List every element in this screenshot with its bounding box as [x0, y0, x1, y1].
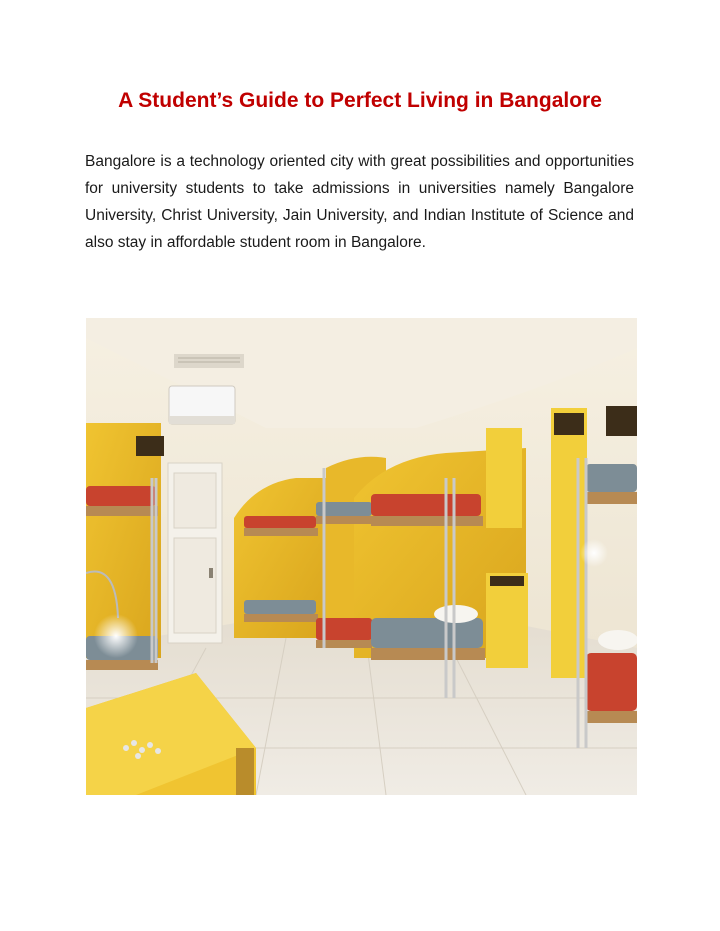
page-title: A Student’s Guide to Perfect Living in Bangalore — [118, 89, 602, 112]
intro-paragraph: Bangalore is a technology oriented city with great possibilities and opportunities for university students to take admissions in universities namely Bangalore University, Christ University, Jain University, and Indian Institute of Science and also stay in affordable student room in Bangalore. — [85, 153, 634, 251]
dorm-room-photo — [86, 318, 637, 795]
